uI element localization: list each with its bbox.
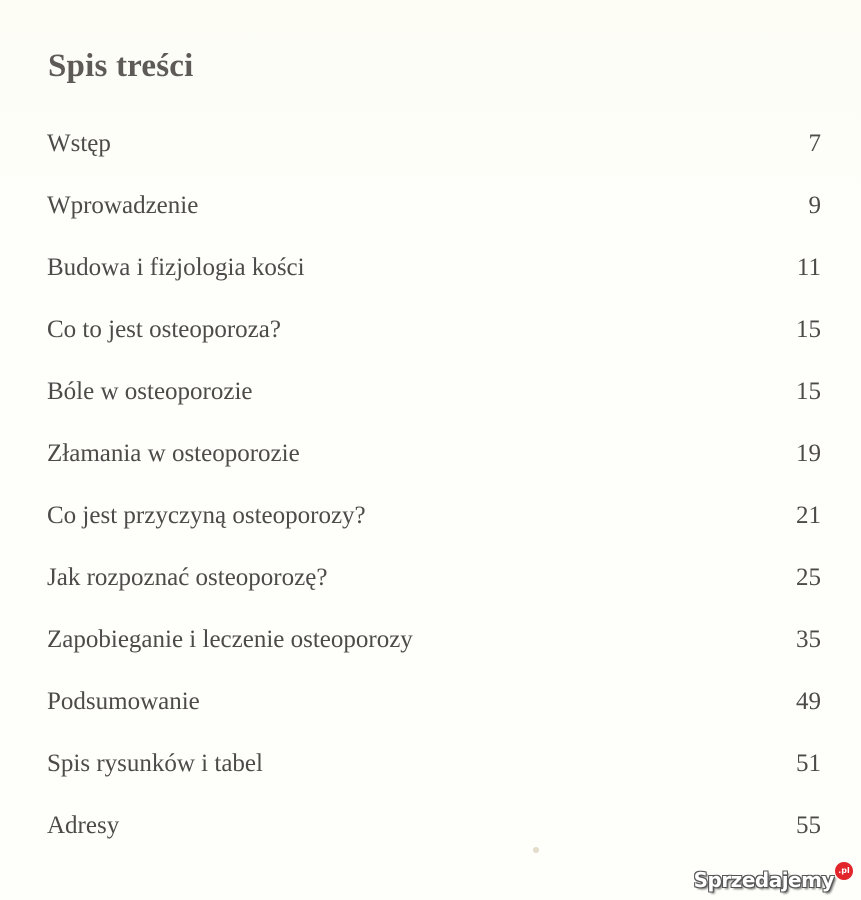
toc-entry-rozpoznac[interactable] — [47, 558, 821, 620]
toc-entry-title: Adresy — [47, 812, 120, 839]
toc-entry-spis-rysunkow[interactable] — [47, 744, 821, 806]
toc-entry-title: Wprowadzenie — [47, 192, 199, 219]
toc-entry-title: Spis rysunków i tabel — [47, 750, 263, 777]
toc-entry-co-to-jest[interactable] — [47, 310, 821, 372]
watermark-pl-badge-icon: .pl — [835, 862, 853, 880]
toc-entry-title: Bóle w osteoporozie — [47, 378, 253, 405]
toc-entry-page: 55 — [796, 812, 821, 839]
sprzedajemy-watermark-logo — [694, 868, 853, 892]
toc-entry-title: Budowa i fizjologia kości — [47, 254, 305, 281]
toc-entry-title: Co to jest osteoporoza? — [47, 316, 281, 343]
toc-entry-page: 15 — [796, 316, 821, 343]
toc-entry-page: 21 — [796, 502, 821, 529]
toc-entry-title: Jak rozpoznać osteoporozę? — [47, 564, 328, 591]
toc-entry-title: Zapobieganie i leczenie osteoporozy — [47, 626, 413, 653]
toc-entry-podsumowanie[interactable] — [47, 682, 821, 744]
toc-entry-page: 11 — [796, 254, 821, 281]
toc-entry-title: Co jest przyczyną osteoporozy? — [47, 502, 366, 529]
toc-entry-zlamania[interactable] — [47, 434, 821, 496]
toc-entry-title: Podsumowanie — [47, 688, 200, 715]
toc-entry-wprowadzenie[interactable] — [47, 186, 821, 248]
toc-entry-page: 15 — [796, 378, 821, 405]
toc-entry-budowa[interactable] — [47, 248, 821, 310]
toc-entry-title: Złamania w osteoporozie — [47, 440, 300, 467]
toc-entry-zapobieganie[interactable] — [47, 620, 821, 682]
toc-entry-page: 51 — [796, 750, 821, 777]
watermark-text: Sprzedajemy — [693, 868, 834, 892]
toc-entry-adresy[interactable] — [47, 806, 821, 868]
paper-speck — [533, 847, 539, 853]
toc-entry-przyczyna[interactable] — [47, 496, 821, 558]
page-title: Spis treści — [48, 48, 194, 84]
toc-entry-page: 35 — [796, 626, 821, 653]
toc-entry-page: 19 — [796, 440, 821, 467]
toc-entry-page: 49 — [796, 688, 821, 715]
toc-entry-title: Wstęp — [47, 130, 111, 157]
toc-entry-page: 25 — [796, 564, 821, 591]
table-of-contents — [47, 124, 821, 868]
toc-entry-page: 9 — [808, 192, 821, 219]
toc-entry-page: 7 — [808, 130, 821, 157]
toc-entry-bole[interactable] — [47, 372, 821, 434]
toc-entry-wstep[interactable] — [47, 124, 821, 186]
